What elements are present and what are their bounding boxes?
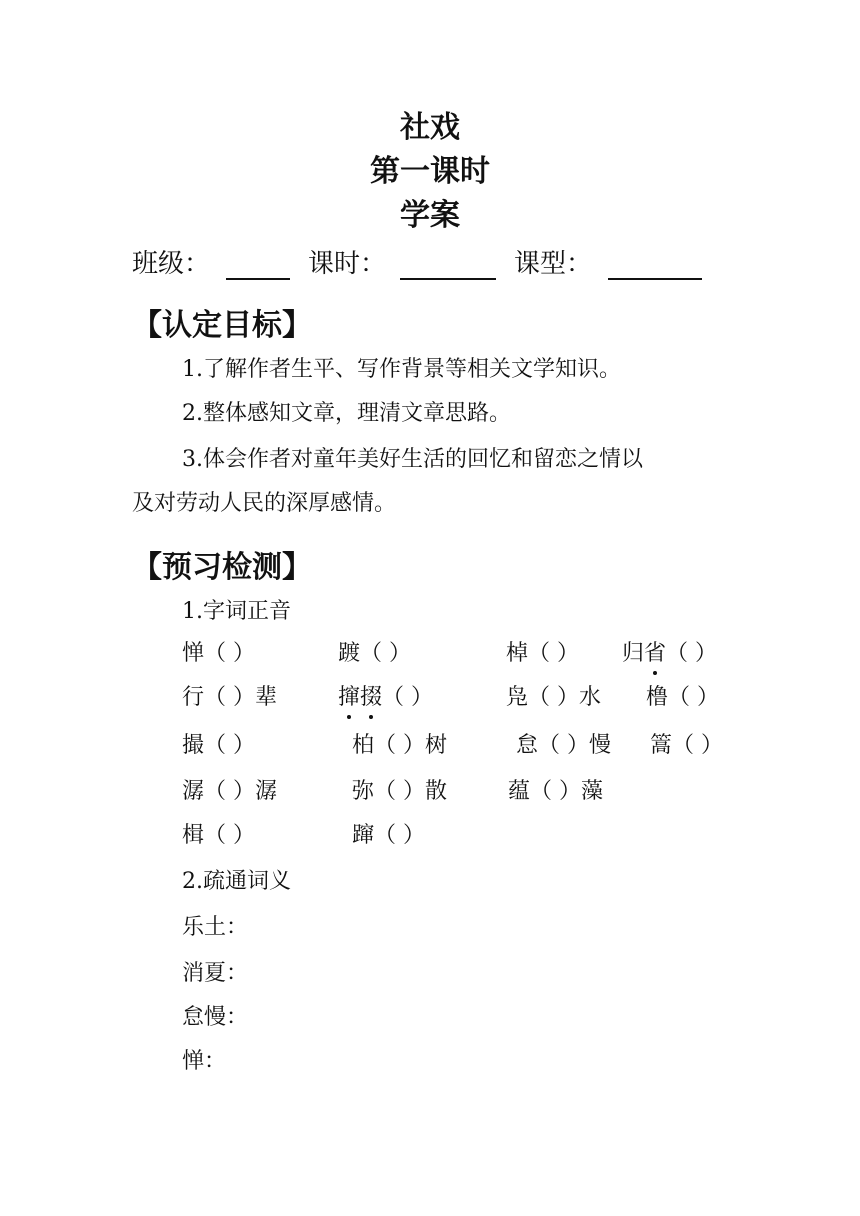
pinyin-item: 怠（ ）慢 — [516, 733, 611, 758]
pinyin-item: 撮（ ） — [182, 733, 255, 758]
question-1-title: 1.字词正音 — [182, 599, 291, 624]
pinyin-item: 棹（ ） — [506, 641, 579, 666]
preview-heading: 【预习检测】 — [132, 550, 312, 585]
pinyin-item: 惮（ ） — [182, 641, 255, 666]
document-title: 社戏 — [400, 110, 460, 145]
emphasis-dotted-char: 省 — [644, 638, 666, 670]
pinyin-item: 篙（ ） — [650, 733, 723, 758]
question-2-title: 2.疏通词义 — [182, 869, 291, 894]
lesson-subtitle: 第一课时 — [370, 154, 490, 189]
emphasis-dotted-char: 撺 — [338, 682, 360, 714]
vocab-item: 惮： — [182, 1049, 227, 1074]
vocab-item: 乐土： — [182, 915, 249, 940]
pinyin-item: 柏（ ）树 — [352, 733, 447, 758]
emphasis-dotted-char: 掇 — [360, 682, 382, 714]
pinyin-item: 凫（ ）水 — [506, 685, 601, 710]
pinyin-item: 行（ ）辈 — [182, 685, 277, 710]
pinyin-blank: （ ） — [666, 641, 718, 666]
type-label: 课型： — [514, 249, 593, 279]
period-label: 课时： — [308, 249, 387, 279]
pinyin-item: 楫（ ） — [182, 823, 255, 848]
document-type: 学案 — [400, 198, 460, 233]
goal-item-3-cont: 及对劳动人民的深厚感情。 — [132, 491, 397, 516]
pinyin-item: 弥（ ）散 — [352, 779, 447, 804]
pinyin-item: 踱（ ） — [338, 641, 411, 666]
pinyin-item: 蕴（ ）藻 — [508, 779, 603, 804]
goals-heading: 【认定目标】 — [132, 308, 312, 343]
goal-item-1: 1.了解作者生平、写作背景等相关文学知识。 — [182, 357, 621, 382]
vocab-item: 消夏： — [182, 961, 249, 986]
char-plain: 归 — [622, 641, 645, 666]
pinyin-item — [338, 682, 433, 714]
goal-item-3: 3.体会作者对童年美好生活的回忆和留恋之情以 — [182, 447, 643, 472]
pinyin-item: 潺（ ）潺 — [182, 779, 277, 804]
class-blank[interactable] — [226, 278, 290, 280]
class-label: 班级： — [132, 249, 211, 279]
pinyin-item: 橹（ ） — [646, 685, 719, 710]
pinyin-item — [622, 638, 717, 670]
type-blank[interactable] — [608, 278, 702, 280]
meta-line — [132, 244, 732, 284]
pinyin-blank: （ ） — [382, 685, 434, 710]
goal-item-2: 2.整体感知文章，理清文章思路。 — [182, 401, 511, 426]
vocab-item: 怠慢： — [182, 1005, 249, 1030]
period-blank[interactable] — [400, 278, 496, 280]
pinyin-item: 蹿（ ） — [352, 823, 425, 848]
